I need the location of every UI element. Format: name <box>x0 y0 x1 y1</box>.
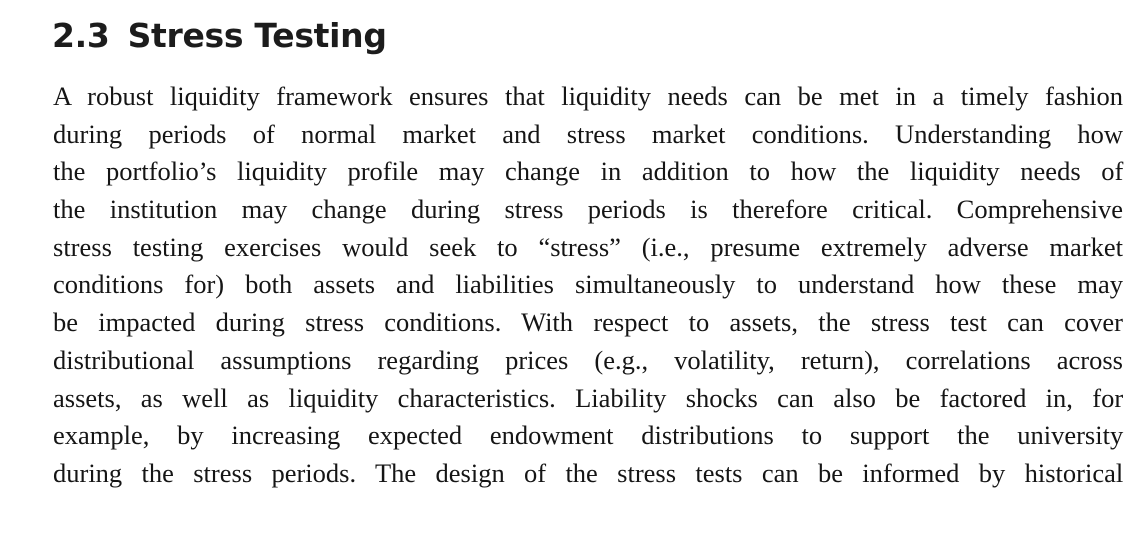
paragraph-line: the portfolio’s liquidity profile may change in addition to how the liquidity needs of <box>53 156 1124 187</box>
paragraph-line: distributional assumptions regarding prices (e.g., volatility, return), correlations across <box>53 344 1123 375</box>
paragraph-line: assets, as well as liquidity characteristics. Liability shocks can also be factored in, for <box>53 382 1124 413</box>
body-paragraph <box>53 78 1123 493</box>
section-heading <box>52 14 387 58</box>
paragraph-line: during periods of normal market and stress market conditions. Understanding how <box>53 118 1123 149</box>
paragraph-line: during the stress periods. The design of the stress tests can be informed by historical <box>53 457 1124 488</box>
section-title: Stress Testing <box>127 16 387 55</box>
paragraph-line: A robust liquidity framework ensures that liquidity needs can be met in a timely fashion <box>53 81 1123 111</box>
paragraph-line: example, by increasing expected endowment distributions to support the university <box>53 420 1124 451</box>
paragraph-line: stress testing exercises would seek to “stress” (i.e., presume extremely adverse market <box>53 231 1123 262</box>
section-number: 2.3 <box>52 16 110 55</box>
paragraph-line: conditions for) both assets and liabilities simultaneously to understand how these may <box>53 269 1123 300</box>
paragraph-line: be impacted during stress conditions. With respect to assets, the stress test can cover <box>53 307 1123 338</box>
paragraph-line: the institution may change during stress periods is therefore critical. Comprehensive <box>53 194 1123 225</box>
